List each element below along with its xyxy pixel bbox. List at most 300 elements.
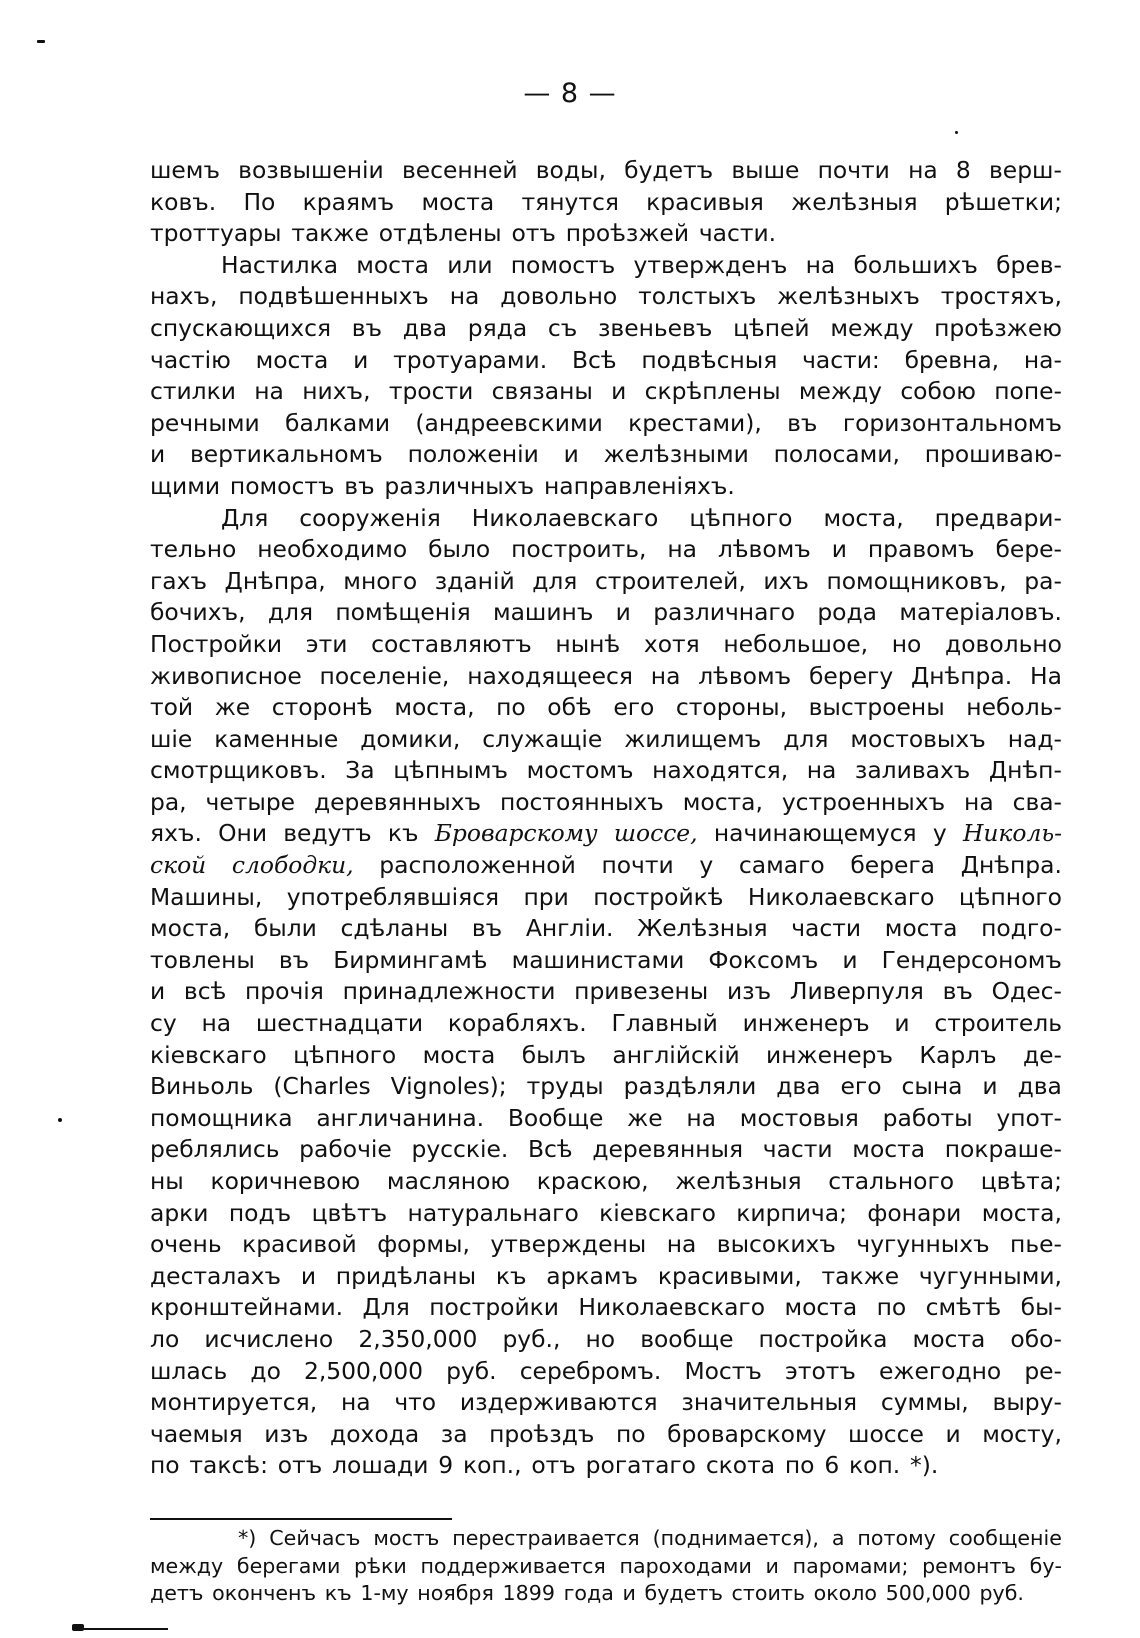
word: стального <box>828 1167 955 1195</box>
word: перестраивается <box>452 1526 640 1550</box>
word: постройкѣ <box>593 882 724 911</box>
word: весенней <box>401 156 518 184</box>
word: стилки <box>150 377 236 406</box>
word: Настилка <box>221 250 339 279</box>
word: два <box>402 313 448 342</box>
word: шемъ <box>150 156 220 184</box>
word: Николаевскаго <box>471 503 659 532</box>
word: верш- <box>989 156 1062 184</box>
word: су <box>150 1009 177 1038</box>
text-line <box>150 1229 1062 1261</box>
word: Vignoles); <box>390 1072 507 1101</box>
word: Главный <box>611 1009 718 1038</box>
word: красивыя <box>646 187 764 216</box>
text-line <box>150 1419 1062 1451</box>
word: и <box>982 1072 998 1101</box>
footnote <box>150 1525 1062 1608</box>
word: скрѣплены <box>644 377 781 406</box>
word: у <box>699 851 714 880</box>
word: отдѣлены <box>378 219 502 248</box>
word: тротуарами. <box>393 345 548 374</box>
word: и <box>622 1581 636 1605</box>
word: къ <box>324 1581 352 1605</box>
word: къ <box>387 819 419 848</box>
word: инженеръ <box>742 1009 870 1038</box>
word: суммы, <box>880 1388 969 1417</box>
word: раздѣляли <box>623 1072 757 1101</box>
word: связаны <box>491 377 593 406</box>
word: отъ <box>531 1451 576 1480</box>
word: и <box>150 977 166 1006</box>
word: два <box>776 1072 821 1101</box>
word: ноября <box>417 1581 494 1605</box>
word: моста, <box>981 1198 1062 1227</box>
word: труды <box>526 1072 604 1101</box>
word: масляною <box>386 1167 511 1195</box>
word: моста <box>912 1324 986 1353</box>
word: десталахъ <box>150 1261 282 1290</box>
word: довольно <box>500 282 618 311</box>
text-line <box>150 1324 1062 1356</box>
text-line <box>150 850 1062 882</box>
word: Ливерпуля <box>789 977 924 1006</box>
text-line <box>150 1292 1062 1324</box>
word: полосами, <box>773 440 900 469</box>
word: нихъ, <box>302 377 371 406</box>
word: тельно <box>150 535 237 564</box>
word: небольшое, <box>723 629 869 658</box>
word: Виньоль <box>150 1072 254 1101</box>
word: кіевскаго <box>599 1198 716 1227</box>
word: Они <box>218 819 268 848</box>
word: Бирмингамѣ <box>333 945 488 974</box>
word: каменные <box>214 724 339 753</box>
word: покраше- <box>944 1135 1062 1164</box>
word: цѣпного <box>958 882 1062 911</box>
word: части <box>791 914 862 943</box>
word: желѣзныя <box>791 187 918 216</box>
word: подвѣшенныхъ <box>238 282 429 311</box>
word: чугунными, <box>918 1261 1062 1290</box>
word: же <box>214 693 251 722</box>
text-line <box>150 1103 1062 1135</box>
word: смѣтѣ <box>925 1293 1002 1322</box>
word: моста <box>421 187 495 216</box>
word: зданій <box>434 566 515 595</box>
word: помѣщенія <box>335 598 471 627</box>
text-line <box>150 1580 1062 1608</box>
word: его <box>840 1072 882 1101</box>
word: пье- <box>1010 1230 1062 1259</box>
word: Вообще <box>507 1103 604 1132</box>
word: дохода <box>330 1419 420 1448</box>
word: рогатаго <box>585 1451 696 1480</box>
word: домики, <box>360 724 461 753</box>
word: было <box>428 535 491 564</box>
word: части: <box>802 345 880 374</box>
word: утвержденъ <box>633 250 788 279</box>
word: къ <box>495 1261 527 1290</box>
word: неболь- <box>966 693 1062 722</box>
text-line <box>150 755 1062 787</box>
word: чугунныхъ <box>856 1230 990 1259</box>
word: его <box>613 693 655 722</box>
word: на <box>805 250 836 279</box>
word: на <box>201 1009 232 1038</box>
word: рѣшетки; <box>944 187 1062 216</box>
word: детъ <box>150 1581 204 1605</box>
word: ведутъ <box>283 819 372 848</box>
word: упот- <box>996 1103 1062 1132</box>
word: цвѣта; <box>980 1167 1062 1195</box>
word: и <box>831 535 847 564</box>
word: предвари- <box>934 503 1062 532</box>
text-line <box>150 597 1062 629</box>
word: цѣпей <box>733 313 810 342</box>
word: сооруженія <box>299 503 441 532</box>
word: моста, <box>150 914 231 943</box>
word: и <box>300 1261 317 1290</box>
word: выше <box>731 156 800 184</box>
word: деревянныхъ <box>313 787 482 816</box>
word: но <box>585 1324 616 1353</box>
text-line <box>150 313 1062 345</box>
word: на <box>908 156 938 184</box>
word: въ <box>471 914 503 943</box>
word: и <box>894 1009 910 1038</box>
word: цѣпного <box>689 503 793 532</box>
word: всѣ <box>183 977 227 1006</box>
text-line <box>150 1525 1062 1553</box>
word: Николаевскаго <box>578 1293 766 1322</box>
word: машинистами <box>511 945 685 974</box>
word: и <box>765 1553 779 1578</box>
word: хотя <box>643 629 700 658</box>
word: расположенной <box>379 851 576 880</box>
word: очень <box>150 1230 222 1259</box>
text-line <box>150 661 1062 693</box>
word: частію <box>150 345 231 374</box>
word: служащіе <box>482 724 603 753</box>
word: помощниковъ, <box>826 566 1007 595</box>
word: употреблявшіяся <box>286 882 500 911</box>
word: или <box>447 250 493 279</box>
word: построить, <box>511 535 647 564</box>
word: Англіи. <box>525 914 614 943</box>
word: оконченъ <box>212 1581 317 1605</box>
word: 2,500,000 <box>303 1356 423 1385</box>
word: возвышеніи <box>238 156 384 184</box>
word: въ <box>942 977 973 1006</box>
word: толстыхъ <box>638 282 757 311</box>
word: бочихъ, <box>150 598 246 627</box>
text-line <box>150 818 1062 850</box>
word: натуральнаго <box>407 1198 579 1227</box>
word: цѣпнымъ <box>393 756 509 785</box>
word: Фоксомъ <box>708 945 819 974</box>
word: начинающемуся <box>713 819 917 848</box>
word: ра- <box>1024 566 1062 595</box>
word: же <box>627 1103 663 1132</box>
word: при <box>523 882 569 911</box>
text-line <box>150 787 1062 819</box>
word: между <box>150 1553 224 1578</box>
word: на <box>254 377 284 406</box>
word: съ <box>547 313 578 342</box>
text-line <box>150 945 1062 977</box>
word: для <box>267 598 314 627</box>
word: въ <box>351 313 383 342</box>
text-line <box>150 1166 1062 1198</box>
word: подвѣсныя <box>641 345 778 374</box>
word: Мостъ <box>684 1356 762 1385</box>
word: подъ <box>228 1198 292 1227</box>
word: де- <box>1022 1040 1062 1069</box>
word: постройки <box>429 1293 560 1322</box>
word: на <box>964 787 994 816</box>
word: моста, <box>682 787 763 816</box>
word: коп. <box>849 1451 901 1480</box>
word: воды, <box>535 156 606 184</box>
word: сва- <box>1012 787 1062 816</box>
word: кронштейнами. <box>150 1293 344 1322</box>
word: звеньевъ <box>597 313 713 342</box>
italic-word: ской <box>150 851 207 880</box>
word: чаемыя <box>150 1419 243 1448</box>
word: строитель <box>934 1009 1062 1038</box>
text-line <box>150 408 1062 440</box>
word: части <box>762 1135 833 1164</box>
text-line <box>150 692 1062 724</box>
word: цвѣтъ <box>311 1198 388 1227</box>
word: до <box>250 1356 281 1385</box>
word: мосту, <box>982 1419 1062 1448</box>
word: между <box>830 313 914 342</box>
word: обѣ <box>547 693 592 722</box>
word: вообще <box>640 1324 734 1353</box>
word: на <box>686 1103 717 1132</box>
word: ежегодно <box>879 1356 1002 1385</box>
word: ряда <box>467 313 528 342</box>
text-line <box>150 1261 1062 1293</box>
word: мостъ <box>373 1526 440 1550</box>
word: и <box>842 945 858 974</box>
word: англичанина. <box>316 1103 485 1132</box>
word: между <box>798 377 883 406</box>
word: на <box>650 661 681 690</box>
word: Днѣпра, <box>224 566 326 595</box>
word: различныхъ <box>384 471 535 500</box>
word: заливахъ <box>854 756 971 785</box>
word: значительныя <box>681 1388 858 1417</box>
word: моста <box>852 1135 926 1164</box>
word: моста <box>356 250 429 279</box>
word: 6 <box>824 1451 840 1480</box>
word: за <box>440 1419 468 1448</box>
word: почти <box>601 851 674 880</box>
word: пароходами <box>619 1553 752 1578</box>
word: исчислено <box>204 1324 334 1353</box>
text-line <box>150 155 1062 187</box>
word: реблялись <box>150 1135 280 1164</box>
word: обо- <box>1010 1324 1062 1353</box>
word: постройка <box>758 1324 888 1353</box>
word: Днѣпра. <box>960 851 1062 880</box>
word: но <box>891 629 922 658</box>
word: За <box>345 756 375 785</box>
word: помостъ <box>510 250 616 279</box>
word: были <box>253 914 317 943</box>
word: для <box>532 566 578 595</box>
word: балками <box>285 408 391 437</box>
word: устроенныхъ <box>781 787 946 816</box>
word: нахъ, <box>150 282 218 311</box>
italic-word: шоссе, <box>613 819 698 848</box>
word: составляютъ <box>371 629 532 658</box>
word: спускающихся <box>150 313 332 342</box>
text-line <box>150 1040 1062 1072</box>
text-line <box>150 1008 1062 1040</box>
word: скота <box>705 1451 776 1480</box>
text-line <box>150 1387 1062 1419</box>
text-line <box>150 1553 1062 1581</box>
word: поселеніе, <box>319 661 450 690</box>
word: инженеръ <box>766 1040 894 1069</box>
word: арки <box>150 1198 209 1227</box>
word: на <box>666 1230 697 1259</box>
word: желѣзныя <box>675 1167 802 1195</box>
text-line <box>150 1198 1062 1230</box>
word: прошиваю- <box>924 440 1062 469</box>
word: попе- <box>994 377 1062 406</box>
word: четыре <box>205 787 296 816</box>
word: рабочіе <box>299 1135 392 1164</box>
word: коричневою <box>210 1167 361 1195</box>
word: кирпича; <box>736 1198 847 1227</box>
word: ковъ. <box>150 187 217 216</box>
word: ло <box>150 1324 180 1353</box>
word: таксѣ: <box>189 1451 268 1480</box>
word: Постройки <box>150 629 283 658</box>
word: машинъ <box>492 598 594 627</box>
word: самаго <box>738 851 825 880</box>
word: и <box>150 440 166 469</box>
word: 1-му <box>360 1581 409 1605</box>
word: моста <box>784 1293 858 1322</box>
word: моста, <box>823 503 904 532</box>
word: Днѣпра. <box>910 661 1013 690</box>
text-line <box>150 724 1062 756</box>
text-line <box>150 1356 1062 1388</box>
italic-word: Броварскому <box>434 819 598 848</box>
word: изъ <box>726 977 772 1006</box>
word: на <box>806 756 837 785</box>
word: и <box>611 377 627 406</box>
word: бу- <box>1029 1553 1062 1578</box>
word: Всѣ <box>528 1135 573 1164</box>
word: деревянныя <box>592 1135 744 1164</box>
word: краскою, <box>536 1167 649 1195</box>
scan-edge-line <box>84 1628 168 1630</box>
word: Желѣзныя <box>637 914 768 943</box>
word: по <box>150 1451 180 1480</box>
word: много <box>343 566 418 595</box>
word: и <box>945 1419 961 1448</box>
word: въ <box>787 408 818 437</box>
word: живописное <box>150 661 302 690</box>
word: проѣздъ <box>489 1419 595 1448</box>
word: нынѣ <box>555 629 621 658</box>
word: части. <box>698 219 777 248</box>
word: Всѣ <box>571 345 617 374</box>
word: сына <box>901 1072 963 1101</box>
text-line <box>150 566 1062 598</box>
text-line <box>150 1450 1062 1482</box>
word: прочія <box>245 977 324 1006</box>
word: моста <box>884 914 958 943</box>
text-line <box>150 376 1062 408</box>
word: около <box>813 1581 878 1605</box>
word: 500,000 <box>885 1581 971 1605</box>
word: Для <box>221 503 269 532</box>
word: рода <box>817 598 877 627</box>
word: моста <box>422 1040 496 1069</box>
word: моста <box>255 345 329 374</box>
word: находящееся <box>467 661 633 690</box>
word: подго- <box>981 914 1062 943</box>
word: принадлежности <box>342 977 556 1006</box>
word: товлены <box>150 945 255 974</box>
word: кіевскаго <box>150 1040 267 1069</box>
word: руб. <box>446 1356 497 1385</box>
italic-word: Николь- <box>962 819 1062 848</box>
word: тянутся <box>521 187 619 216</box>
word: ра, <box>150 787 187 816</box>
word: На <box>1030 661 1062 690</box>
word: над- <box>1007 724 1062 753</box>
word: утверждены <box>490 1230 647 1259</box>
word: Днѣп- <box>988 756 1062 785</box>
word: работы <box>882 1103 973 1132</box>
text-line <box>150 629 1062 661</box>
word: выру- <box>992 1388 1062 1417</box>
word: красивыми, <box>657 1261 802 1290</box>
text-line <box>150 471 1062 503</box>
text-line <box>150 439 1062 471</box>
scan-speck <box>955 131 958 134</box>
word: что <box>394 1388 437 1417</box>
word: поддерживается <box>420 1553 606 1578</box>
word: издерживаются <box>459 1388 658 1417</box>
text-line <box>150 503 1062 535</box>
word: года <box>563 1581 614 1605</box>
word: на <box>340 1388 371 1417</box>
word: трости <box>388 377 474 406</box>
word: ны <box>150 1167 184 1195</box>
word: Одес- <box>991 977 1062 1006</box>
word: у <box>932 819 947 848</box>
word: правомъ <box>867 535 975 564</box>
word: смотрщиковъ. <box>150 756 327 785</box>
word: Машины, <box>150 882 263 911</box>
word: бы- <box>1020 1293 1062 1322</box>
word: отъ <box>511 219 556 248</box>
word: гахъ <box>150 566 207 595</box>
text-line <box>150 218 1062 250</box>
word: речными <box>150 408 260 437</box>
word: также <box>821 1261 900 1290</box>
word: вертикальномъ <box>189 440 383 469</box>
